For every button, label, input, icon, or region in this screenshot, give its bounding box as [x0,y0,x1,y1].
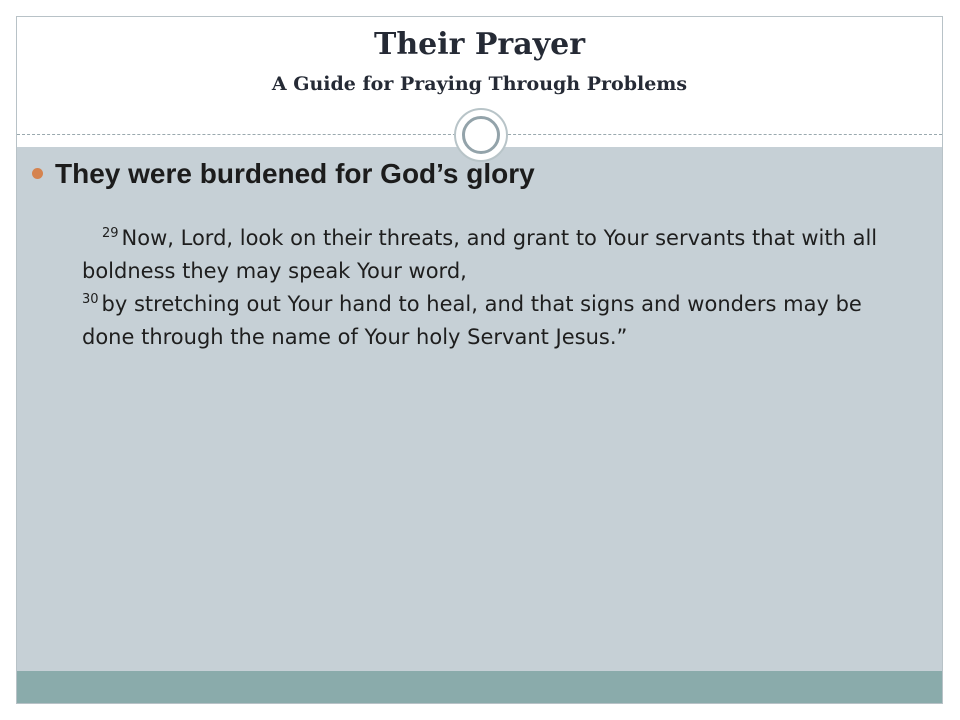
circle-inner-ring [462,116,500,154]
footer-band [17,671,942,704]
verse-number: 30 [82,292,99,307]
bullet-heading: They were burdened for God’s glory [55,158,535,189]
circle-ornament-icon [454,108,508,162]
verse-30 [82,288,902,354]
slide-title: Their Prayer [374,27,585,62]
scripture-passage [82,222,902,354]
verse-text: by stretching out Your hand to heal, and that signs and wonders may be done through the name of Your holy Servant Jesus.” [82,292,862,349]
slide [16,16,943,704]
bullet-dot-icon [32,168,43,179]
verse-29 [82,222,902,288]
slide-subtitle: A Guide for Praying Through Problems [271,73,688,95]
verse-text: Now, Lord, look on their threats, and grant to Your servants that with all boldness they may speak Your word, [82,226,878,283]
bullet-item [32,156,892,196]
verse-number: 29 [102,226,119,241]
